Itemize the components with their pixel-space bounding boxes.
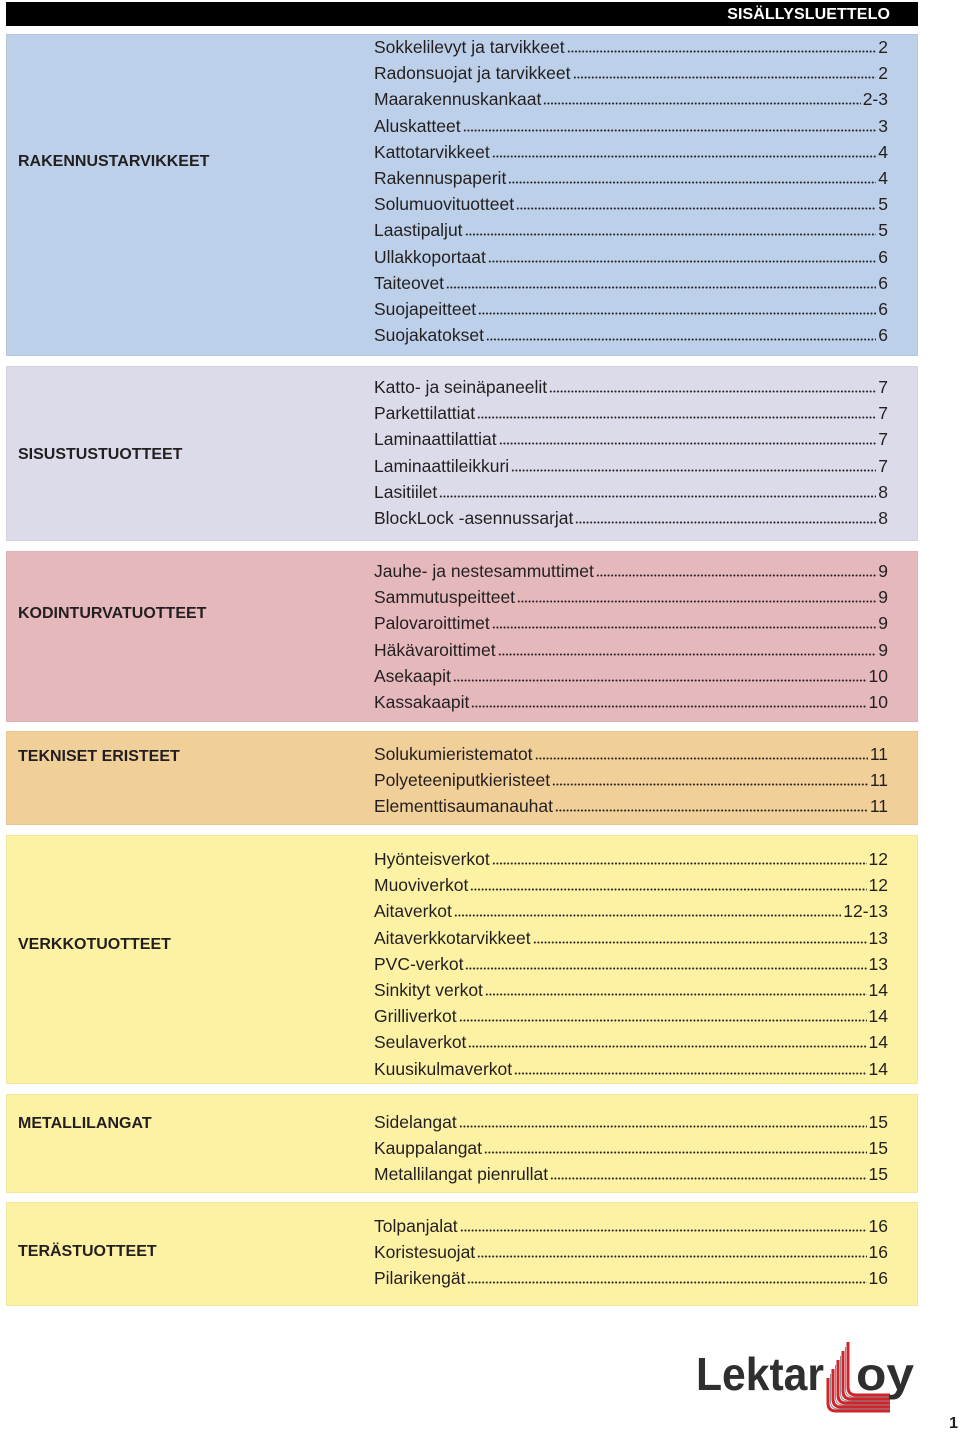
entry-title: Pilarikengät — [374, 1268, 466, 1289]
logo-suffix: oy — [856, 1348, 915, 1400]
entry-title: Solukumieristematot — [374, 744, 533, 764]
toc-entry — [374, 1029, 888, 1055]
toc-entry — [374, 60, 888, 86]
entry-title: Grilliverkot — [374, 1006, 457, 1027]
dot-leader — [517, 595, 876, 603]
entry-page: 12-13 — [843, 901, 888, 922]
entry-page: 9 — [878, 613, 888, 634]
entry-title: Radonsuojat ja tarvikkeet — [374, 63, 571, 84]
toc-entry — [374, 1056, 888, 1082]
entry-title: Polyeteeniputkieristeet — [374, 770, 551, 791]
entry-page: 6 — [878, 298, 888, 319]
lektar-logo — [690, 1334, 920, 1418]
dot-leader — [439, 490, 876, 498]
entry-page: 15 — [868, 1112, 888, 1132]
entry-page: 15 — [868, 1164, 888, 1185]
entry-title: Sinkityt verkot — [374, 979, 483, 1000]
entry-page: 6 — [878, 246, 888, 267]
entry-page: 9 — [878, 561, 888, 581]
toc-entry — [374, 610, 888, 636]
toc-entry — [374, 165, 888, 191]
entry-title: Asekaapit — [374, 665, 451, 686]
dot-leader — [499, 437, 877, 445]
dot-leader — [516, 202, 876, 210]
entry-title: Seulaverkot — [374, 1032, 467, 1053]
toc-entry — [374, 846, 888, 872]
dot-leader — [468, 1040, 866, 1048]
entry-title: PVC-verkot — [374, 953, 464, 974]
entry-title: Elementtisaumanauhat — [374, 796, 553, 817]
entry-title: Koristesuojat — [374, 1242, 476, 1263]
page-number: 1 — [949, 1415, 958, 1432]
dot-leader — [535, 752, 868, 760]
entry-title: Muoviverkot — [374, 875, 469, 896]
dot-leader — [575, 516, 876, 524]
entry-title: Kauppalangat — [374, 1138, 483, 1159]
entry-title: Rakennuspaperit — [374, 167, 507, 188]
dot-leader — [514, 1067, 866, 1075]
dot-leader — [573, 71, 877, 79]
entry-title: Tolpanjalat — [374, 1216, 458, 1236]
entry-title: Laastipaljut — [374, 220, 463, 241]
toc-entry — [374, 270, 888, 296]
toc-entry — [374, 584, 888, 610]
toc-entry — [374, 374, 888, 400]
toc-entry — [374, 1265, 888, 1291]
entry-title: Parkettilattiat — [374, 403, 476, 424]
section-rakennustarvikkeet — [6, 34, 918, 356]
section-title: TERÄSTUOTTEET — [18, 1243, 157, 1260]
entry-page: 2-3 — [862, 89, 888, 110]
page-title: SISÄLLYSLUETTELO — [727, 6, 890, 23]
entry-list — [374, 34, 888, 348]
entry-title: Ullakkoportaat — [374, 246, 486, 267]
entry-page: 14 — [868, 1058, 888, 1079]
entry-title: Sammutuspeitteet — [374, 587, 516, 608]
entry-title: Jauhe- ja nestesammuttimet — [374, 561, 594, 581]
dot-leader — [486, 333, 876, 341]
toc-entry — [374, 426, 888, 452]
toc-entry — [374, 689, 888, 715]
entry-title: Kattotarvikkeet — [374, 141, 490, 162]
entry-page: 16 — [868, 1268, 888, 1289]
entry-page: 10 — [868, 691, 888, 712]
toc-entry — [374, 898, 888, 924]
entry-title: Suojakatokset — [374, 325, 484, 346]
dot-leader — [446, 281, 876, 289]
entry-title: Laminaattileikkuri — [374, 455, 510, 476]
toc-entry — [374, 872, 888, 898]
toc-entry — [374, 505, 888, 531]
entry-title: Palovaroittimet — [374, 613, 490, 634]
entry-title: Kuusikulmaverkot — [374, 1058, 513, 1079]
entry-page: 7 — [878, 377, 888, 397]
entry-page: 7 — [878, 403, 888, 424]
toc-entry — [374, 479, 888, 505]
dot-leader — [484, 1146, 867, 1154]
toc-entry — [374, 34, 888, 60]
entry-page: 11 — [869, 796, 888, 817]
toc-entry — [374, 113, 888, 139]
entry-title: Solumuovituotteet — [374, 194, 515, 215]
section-title: KODINTURVATUOTTEET — [18, 605, 207, 622]
section-metallilangat — [6, 1094, 918, 1193]
entry-page: 11 — [869, 744, 888, 764]
entry-title: Aitaverkot — [374, 901, 452, 922]
toc-entry — [374, 767, 888, 793]
dot-leader — [459, 1120, 867, 1128]
toc-entry — [374, 86, 888, 112]
toc-entry — [374, 322, 888, 348]
entry-page: 6 — [878, 325, 888, 346]
dot-leader — [488, 255, 876, 263]
entry-list — [374, 374, 888, 531]
toc-entry — [374, 663, 888, 689]
entry-title: Maarakennuskankaat — [374, 89, 542, 110]
dot-leader — [492, 150, 877, 158]
entry-title: Sidelangat — [374, 1112, 457, 1132]
toc-entry — [374, 741, 888, 767]
toc-entry — [374, 951, 888, 977]
entry-title: Lasitiilet — [374, 481, 438, 502]
toc-entry — [374, 191, 888, 217]
entry-title: Laminaattilattiat — [374, 429, 497, 450]
section-title: VERKKOTUOTTEET — [18, 936, 171, 953]
dot-leader — [567, 45, 877, 53]
toc-entry — [374, 453, 888, 479]
entry-page: 5 — [878, 194, 888, 215]
toc-entry — [374, 1161, 888, 1187]
dot-leader — [460, 1224, 867, 1232]
entry-page: 14 — [868, 1032, 888, 1053]
toc-entry — [374, 296, 888, 322]
section-terastuotteet — [6, 1202, 918, 1306]
toc-entry — [374, 637, 888, 663]
dot-leader — [465, 228, 877, 236]
dot-leader — [498, 648, 877, 656]
entry-list — [374, 741, 888, 820]
entry-page: 10 — [868, 665, 888, 686]
toc-entry — [374, 400, 888, 426]
entry-page: 8 — [878, 507, 888, 528]
dot-leader — [471, 700, 866, 708]
toc-entry — [374, 977, 888, 1003]
entry-page: 13 — [868, 927, 888, 948]
entry-page: 4 — [878, 141, 888, 162]
section-title: RAKENNUSTARVIKKEET — [18, 153, 210, 170]
dot-leader — [555, 804, 868, 812]
entry-page: 11 — [869, 770, 888, 791]
entry-page: 2 — [878, 37, 888, 57]
dot-leader — [463, 124, 877, 132]
entry-page: 16 — [868, 1242, 888, 1263]
entry-page: 3 — [878, 115, 888, 136]
entry-list — [374, 558, 888, 715]
entry-list — [374, 846, 888, 1082]
dot-leader — [549, 385, 876, 393]
dot-leader — [465, 962, 866, 970]
toc-entry — [374, 1109, 888, 1135]
toc-entry — [374, 139, 888, 165]
entry-page: 13 — [868, 953, 888, 974]
entry-title: Aitaverkkotarvikkeet — [374, 927, 531, 948]
toc-entry — [374, 217, 888, 243]
entry-page: 14 — [868, 1006, 888, 1027]
toc-entry — [374, 558, 888, 584]
entry-title: Häkävaroittimet — [374, 639, 496, 660]
entry-title: Hyönteisverkot — [374, 849, 490, 869]
dot-leader — [543, 97, 860, 105]
dot-leader — [477, 1250, 866, 1258]
entry-page: 4 — [878, 167, 888, 188]
section-title: SISUSTUSTUOTTEET — [18, 446, 183, 463]
dot-leader — [552, 778, 868, 786]
entry-title: Sokkelilevyt ja tarvikkeet — [374, 37, 565, 57]
dot-leader — [478, 307, 876, 315]
entry-page: 7 — [878, 455, 888, 476]
header-bar — [6, 2, 918, 26]
entry-page: 8 — [878, 481, 888, 502]
toc-entry — [374, 1213, 888, 1239]
logo-wordmark: Lektar — [696, 1348, 825, 1400]
entry-page: 12 — [868, 849, 888, 869]
dot-leader — [511, 464, 876, 472]
section-title: TEKNISET ERISTEET — [18, 748, 180, 765]
dot-leader — [508, 176, 876, 184]
entry-page: 14 — [868, 979, 888, 1000]
section-sisustustuotteet — [6, 366, 918, 541]
dot-leader — [550, 1172, 866, 1180]
entry-page: 9 — [878, 639, 888, 660]
entry-page: 7 — [878, 429, 888, 450]
section-kodinturvatuotteet — [6, 551, 918, 722]
entry-page: 6 — [878, 272, 888, 293]
toc-entry — [374, 1003, 888, 1029]
toc-entry — [374, 244, 888, 270]
dot-leader — [459, 1014, 867, 1022]
entry-page: 2 — [878, 63, 888, 84]
dot-leader — [596, 569, 876, 577]
dot-leader — [485, 988, 867, 996]
toc-entry — [374, 793, 888, 819]
entry-title: Kassakaapit — [374, 691, 470, 712]
dot-leader — [492, 857, 867, 865]
section-tekniset-eristeet — [6, 731, 918, 825]
section-title: METALLILANGAT — [18, 1115, 152, 1132]
toc-entry — [374, 925, 888, 951]
entry-page: 15 — [868, 1138, 888, 1159]
entry-title: Katto- ja seinäpaneelit — [374, 377, 548, 397]
entry-page: 9 — [878, 587, 888, 608]
entry-title: Metallilangat pienrullat — [374, 1164, 549, 1185]
dot-leader — [470, 883, 866, 891]
toc-entry — [374, 1239, 888, 1265]
entry-title: Aluskatteet — [374, 115, 461, 136]
dot-leader — [492, 621, 877, 629]
toc-entry — [374, 1135, 888, 1161]
entry-title: Suojapeitteet — [374, 298, 477, 319]
entry-page: 5 — [878, 220, 888, 241]
entry-title: BlockLock -asennussarjat — [374, 507, 574, 528]
section-verkkotuotteet — [6, 835, 918, 1084]
entry-page: 12 — [868, 875, 888, 896]
dot-leader — [477, 411, 876, 419]
dot-leader — [467, 1276, 866, 1284]
entry-title: Taiteovet — [374, 272, 445, 293]
dot-leader — [533, 936, 867, 944]
dot-leader — [454, 909, 841, 917]
entry-page: 16 — [868, 1216, 888, 1236]
entry-list — [374, 1213, 888, 1292]
entry-list — [374, 1109, 888, 1188]
dot-leader — [453, 674, 867, 682]
